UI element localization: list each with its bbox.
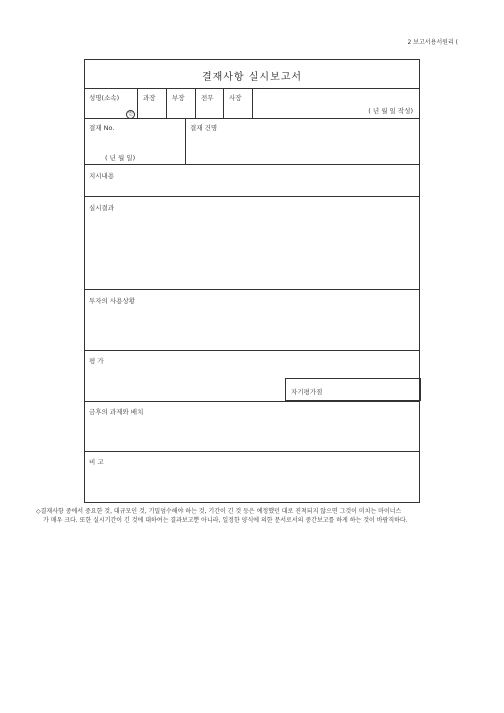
evaluation-label: 평 가 — [89, 357, 104, 365]
divider-v — [223, 88, 224, 118]
result-label: 실시결과 — [89, 204, 115, 212]
row-divider — [85, 164, 419, 165]
divider-v — [166, 88, 167, 118]
divider-v — [137, 88, 138, 118]
row-divider — [85, 401, 419, 402]
footnote — [36, 507, 472, 525]
approval-number-label: 결재 No. — [89, 124, 115, 132]
name-label: 성명(소속) — [89, 94, 120, 102]
row-divider — [85, 350, 419, 351]
date-written: ( 년 월 일 작성) — [368, 107, 413, 115]
self-evaluation-label: 자기평가점 — [291, 388, 323, 396]
future-tasks-label: 금후의 과제와 배치 — [89, 408, 144, 416]
approval-number-date: ( 년 월 일) — [105, 154, 136, 162]
role-president-label: 사장 — [229, 94, 242, 102]
role-manager-label: 과장 — [143, 94, 156, 102]
resource-usage-label: 투자의 사용상황 — [89, 297, 136, 305]
instruction-label: 지시내용 — [89, 172, 115, 180]
row-divider — [85, 118, 419, 119]
form-title: 결재사항 실시보고서 — [201, 72, 303, 83]
footnote-line: 가 매우 크다. 또한 실시기간이 긴 것에 대하여는 결과보고뿐 아니라, 일정한 양식에 의한 문서로서의 중간보고를 하게 하는 것이 바람직하다. — [43, 517, 408, 524]
row-divider — [85, 451, 419, 452]
divider-v — [195, 88, 196, 118]
page-header-text: 2 보고서용서원리 ( — [407, 39, 458, 46]
role-director-label: 부장 — [172, 94, 185, 102]
stamp-mark: 인 — [126, 110, 135, 119]
approval-subject-label: 결재 건명 — [190, 124, 218, 132]
report-form — [84, 59, 420, 503]
row-divider — [85, 196, 419, 197]
row-divider — [85, 289, 419, 290]
footnote-line: ◇결재사항 중에서 중요한 것, 대규모인 것, 기밀엄수해야 하는 것, 기간이 긴 것 등은 예정했던 대로 진척되지 않으면 그것이 미치는 마이너스 — [36, 508, 402, 515]
role-executive-label: 전무 — [201, 94, 214, 102]
remarks-label: 비 고 — [89, 458, 104, 466]
divider-v — [252, 88, 253, 118]
divider-v — [185, 118, 186, 164]
